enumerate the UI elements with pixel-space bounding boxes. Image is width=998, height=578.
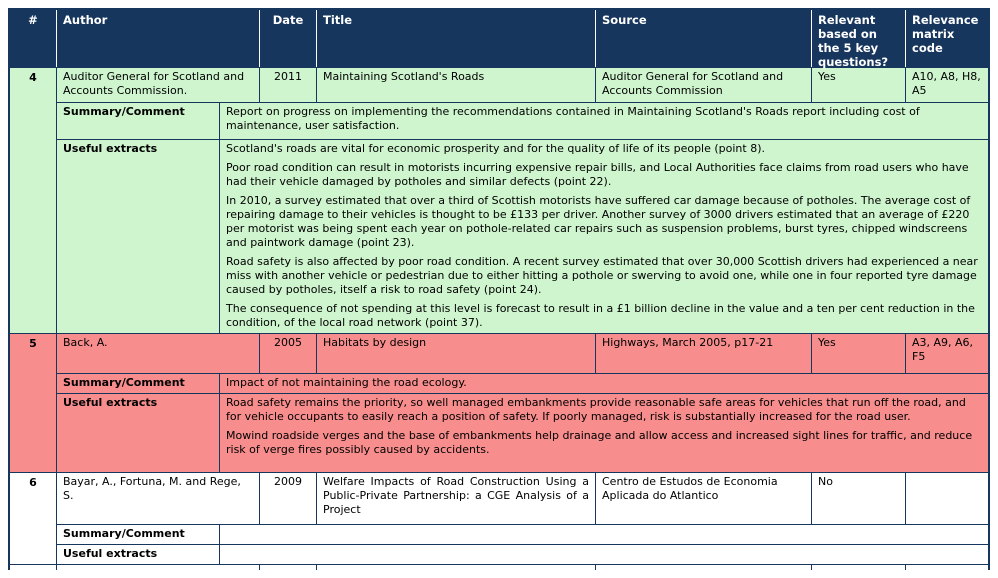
author-cell: Bayar, A., Fortuna, M. and Rege, S. xyxy=(57,473,260,524)
extracts-row xyxy=(57,544,988,564)
next-row-cutoff xyxy=(10,564,988,570)
title-cell: Habitats by design xyxy=(317,334,596,373)
title-cell: Maintaining Scotland's Roads xyxy=(317,68,596,102)
sliver-cell xyxy=(596,565,812,570)
summary-row xyxy=(57,524,988,544)
entry-number-cell: 4 xyxy=(10,68,57,333)
author-cell: Auditor General for Scotland and Accounts Commission. xyxy=(57,68,260,102)
summary-content: Report on progress on implementing the recommendations contained in Maintaining Scotland's Roads report including cost of maintenance, user satisfaction. xyxy=(226,105,920,132)
sliver-cell xyxy=(260,565,317,570)
title-cell: Welfare Impacts of Road Construction Using a Public-Private Partnership: a CGE Analysis of a Project xyxy=(317,473,596,524)
header-col-date: Date xyxy=(260,10,317,67)
relevant-cell: No xyxy=(812,473,906,524)
entry-5 xyxy=(10,333,988,472)
header-col-source: Source xyxy=(596,10,812,67)
summary-content xyxy=(220,525,988,544)
sliver-cell xyxy=(317,565,596,570)
extracts-content xyxy=(220,394,988,472)
author-cell: Back, A. xyxy=(57,334,260,373)
extract-paragraph: Road safety remains the priority, so well managed embankments provide reasonable safe areas for vehicles that run off the road, and for vehicle occupants to easily reach a position of safety. If poorly managed, risk is substantially increased for the road user. xyxy=(226,396,966,423)
summary-row xyxy=(57,373,988,393)
sliver-cell xyxy=(906,565,988,570)
extracts-row xyxy=(57,393,988,472)
extracts-label: Useful extracts xyxy=(57,545,220,564)
summary-label: Summary/Comment xyxy=(57,374,220,393)
extract-paragraph: In 2010, a survey estimated that over a third of Scottish motorists have suffered car damage because of potholes. The average cost of repairing damage to their vehicles is thought to be £133 per driver. Another survey of 3000 drivers estimated that an average of £220 per motorist was being spent each year on pothole-related car repairs such as suspension problems, burst tyres, chipped windscreens and paintwork damage (point 23). xyxy=(226,194,971,249)
entry-main-row xyxy=(57,334,988,373)
summary-row xyxy=(57,102,988,139)
relevance-code-cell xyxy=(906,473,988,524)
table-header-row xyxy=(10,10,988,67)
date-cell: 2011 xyxy=(260,68,317,102)
extract-paragraph: Scotland's roads are vital for economic prosperity and for the quality of life of its people (point 8). xyxy=(226,142,765,155)
source-cell: Centro de Estudos de Economia Aplicada do Atlantico xyxy=(596,473,812,524)
summary-content: Impact of not maintaining the road ecology. xyxy=(226,376,467,389)
extract-paragraph: Poor road condition can result in motorists incurring expensive repair bills, and Local Authorities face claims from road users who have had their vehicle damaged by potholes and similar defects (point 22). xyxy=(226,161,969,188)
extracts-content xyxy=(220,545,988,564)
entry-4 xyxy=(10,67,988,333)
entry-number-cell: 6 xyxy=(10,473,57,564)
extract-paragraph: Road safety is also affected by poor road condition. A recent survey estimated that over 30,000 Scottish drivers had experienced a near miss with another vehicle or pedestrian due to either hitting a pothole or swerving to avoid one, while one in four reported tyre damage caused by potholes, itself a risk to road safety (point 24). xyxy=(226,255,978,296)
sliver-cell xyxy=(57,565,260,570)
entry-number-cell: 5 xyxy=(10,334,57,472)
source-cell: Highways, March 2005, p17-21 xyxy=(596,334,812,373)
date-cell: 2009 xyxy=(260,473,317,524)
entry-main-row xyxy=(57,68,988,102)
extracts-label: Useful extracts xyxy=(57,140,220,333)
relevance-code-cell: A10, A8, H8, A5 xyxy=(912,70,981,97)
header-col-number: # xyxy=(10,10,57,67)
extracts-row xyxy=(57,139,988,333)
entry-main-row xyxy=(57,473,988,524)
review-table xyxy=(8,8,990,570)
relevant-cell: Yes xyxy=(812,334,906,373)
header-col-relevant: Relevant based on the 5 key questions? xyxy=(812,10,906,67)
header-col-author: Author xyxy=(57,10,260,67)
extract-paragraph: The consequence of not spending at this level is forecast to result in a £1 billion decline in the value and a ten per cent reduction in the condition, of the local road network (point 37). xyxy=(226,302,975,329)
extract-paragraph: Mowind roadside verges and the base of embankments help drainage and allow access and increased sight lines for traffic, and reduce risk of verge fires possibly caused by accidents. xyxy=(226,429,973,456)
header-col-title: Title xyxy=(317,10,596,67)
relevant-cell: Yes xyxy=(812,68,906,102)
extracts-content xyxy=(220,140,988,333)
date-cell: 2005 xyxy=(260,334,317,373)
header-col-relevance-code: Relevance matrix code xyxy=(912,13,979,55)
sliver-cell xyxy=(812,565,906,570)
source-cell: Auditor General for Scotland and Accounts Commission xyxy=(596,68,812,102)
summary-label: Summary/Comment xyxy=(57,103,220,139)
entry-6 xyxy=(10,472,988,564)
relevance-code-cell: A3, A9, A6, F5 xyxy=(912,336,974,363)
extracts-label: Useful extracts xyxy=(57,394,220,472)
summary-label: Summary/Comment xyxy=(57,525,220,544)
sliver-cell xyxy=(10,565,57,570)
